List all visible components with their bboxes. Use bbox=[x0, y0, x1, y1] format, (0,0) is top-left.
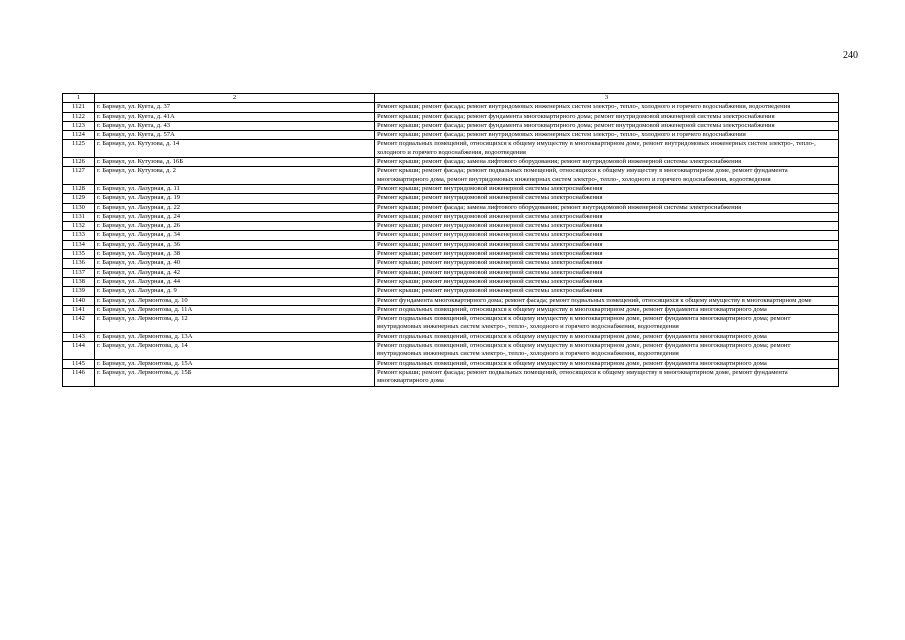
table-row bbox=[63, 194, 839, 203]
table-row bbox=[63, 158, 839, 167]
row-works: Ремонт подвальных помещений, относящихся к общему имуществу в многоквартирном доме, ремонт фундамента многоквартирного дома bbox=[375, 359, 839, 368]
row-works: Ремонт подвальных помещений, относящихся к общему имуществу в многоквартирном доме, ремонт внутридомовых инженерных систем электро-, тепло-, холодного и горячего водоснабжения, водоотведения bbox=[375, 140, 839, 158]
header-row bbox=[63, 94, 839, 103]
table-row bbox=[63, 287, 839, 296]
row-number: 1122 bbox=[63, 112, 95, 121]
row-address: г. Барнаул, ул. Лермонтова, д. 12 bbox=[95, 315, 375, 333]
table-row bbox=[63, 268, 839, 277]
row-address: г. Барнаул, ул. Лазурная, д. 26 bbox=[95, 222, 375, 231]
row-address: г. Барнаул, ул. Лазурная, д. 22 bbox=[95, 203, 375, 212]
table-row bbox=[63, 121, 839, 130]
row-works: Ремонт подвальных помещений, относящихся к общему имуществу в многоквартирном доме, ремонт фундамента многоквартирного дома bbox=[375, 305, 839, 314]
row-address: г. Барнаул, ул. Куета, д. 57А bbox=[95, 131, 375, 140]
header-col-address: 2 bbox=[95, 94, 375, 103]
row-number: 1121 bbox=[63, 103, 95, 112]
table-row bbox=[63, 131, 839, 140]
row-works: Ремонт подвальных помещений, относящихся к общему имуществу в многоквартирном доме, ремонт фундамента многоквартирного дома bbox=[375, 332, 839, 341]
table-row bbox=[63, 259, 839, 268]
row-address: г. Барнаул, ул. Лазурная, д. 24 bbox=[95, 212, 375, 221]
row-number: 1136 bbox=[63, 259, 95, 268]
row-number: 1139 bbox=[63, 287, 95, 296]
row-address: г. Барнаул, ул. Лермонтова, д. 11А bbox=[95, 305, 375, 314]
row-address: г. Барнаул, ул. Кутузова, д. 16Б bbox=[95, 158, 375, 167]
row-works: Ремонт крыши; ремонт внутридомовой инженерной системы электроснабжения bbox=[375, 277, 839, 286]
page-number: 240 bbox=[843, 50, 858, 61]
row-address: г. Барнаул, ул. Лермонтова, д. 13А bbox=[95, 332, 375, 341]
row-works: Ремонт крыши; ремонт внутридомовой инженерной системы электроснабжения bbox=[375, 231, 839, 240]
row-address: г. Барнаул, ул. Лазурная, д. 34 bbox=[95, 231, 375, 240]
row-number: 1128 bbox=[63, 184, 95, 193]
table-row bbox=[63, 112, 839, 121]
row-number: 1127 bbox=[63, 167, 95, 185]
header-col-works: 3 bbox=[375, 94, 839, 103]
row-address: г. Барнаул, ул. Лазурная, д. 19 bbox=[95, 194, 375, 203]
row-number: 1138 bbox=[63, 277, 95, 286]
table-row bbox=[63, 167, 839, 185]
table-row bbox=[63, 359, 839, 368]
row-works: Ремонт подвальных помещений, относящихся к общему имуществу в многоквартирном доме, ремонт фундамента многоквартирного дома; ремонт внутридомовых инженерных систем электро-, тепло-, холодного и горячего водоснабжения, водоотведения bbox=[375, 315, 839, 333]
table-row bbox=[63, 315, 839, 333]
table-row bbox=[63, 231, 839, 240]
row-number: 1142 bbox=[63, 315, 95, 333]
row-number: 1137 bbox=[63, 268, 95, 277]
row-works: Ремонт крыши; ремонт фасада; замена лифтового оборудования; ремонт внутридомовой инженерной системы электроснабжения bbox=[375, 158, 839, 167]
row-number: 1135 bbox=[63, 250, 95, 259]
row-address: г. Барнаул, ул. Лазурная, д. 42 bbox=[95, 268, 375, 277]
row-works: Ремонт крыши; ремонт внутридомовой инженерной системы электроснабжения bbox=[375, 240, 839, 249]
row-number: 1126 bbox=[63, 158, 95, 167]
row-address: г. Барнаул, ул. Кутузова, д. 2 bbox=[95, 167, 375, 185]
repair-registry-table bbox=[62, 93, 839, 387]
table-row bbox=[63, 203, 839, 212]
row-works: Ремонт крыши; ремонт фасада; ремонт фундамента многоквартирного дома; ремонт внутридомовой инженерной системы электроснабжения bbox=[375, 121, 839, 130]
row-number: 1123 bbox=[63, 121, 95, 130]
table-row bbox=[63, 305, 839, 314]
row-works: Ремонт крыши; ремонт внутридомовой инженерной системы электроснабжения bbox=[375, 250, 839, 259]
row-works: Ремонт крыши; ремонт фасада; ремонт фундамента многоквартирного дома; ремонт внутридомовой инженерной системы электроснабжения bbox=[375, 112, 839, 121]
row-works: Ремонт крыши; ремонт фасада; ремонт внутридомовых инженерных систем электро-, тепло-, холодного и горячего водоснабжения bbox=[375, 131, 839, 140]
row-works: Ремонт крыши; ремонт внутридомовой инженерной системы электроснабжения bbox=[375, 212, 839, 221]
row-works: Ремонт фундамента многоквартирного дома; ремонт фасада; ремонт подвальных помещений, относящихся к общему имуществу в многоквартирном доме bbox=[375, 296, 839, 305]
table-row bbox=[63, 184, 839, 193]
row-address: г. Барнаул, ул. Лазурная, д. 38 bbox=[95, 250, 375, 259]
table-row bbox=[63, 277, 839, 286]
row-works: Ремонт крыши; ремонт фасада; ремонт внутридомовых инженерных систем электро-, тепло-, холодного и горячего водоснабжения, водоотведения bbox=[375, 103, 839, 112]
table-row bbox=[63, 250, 839, 259]
row-address: г. Барнаул, ул. Лермонтова, д. 14 bbox=[95, 342, 375, 360]
table-row bbox=[63, 212, 839, 221]
row-address: г. Барнаул, ул. Лермонтова, д. 15А bbox=[95, 359, 375, 368]
row-works: Ремонт крыши; ремонт фасада; замена лифтового оборудования; ремонт внутридомовой инженерной системы электроснабжения bbox=[375, 203, 839, 212]
row-number: 1125 bbox=[63, 140, 95, 158]
table-row bbox=[63, 240, 839, 249]
row-number: 1146 bbox=[63, 368, 95, 386]
table-row bbox=[63, 103, 839, 112]
row-number: 1133 bbox=[63, 231, 95, 240]
row-works: Ремонт крыши; ремонт внутридомовой инженерной системы электроснабжения bbox=[375, 194, 839, 203]
table-row bbox=[63, 296, 839, 305]
row-address: г. Барнаул, ул. Куета, д. 43 bbox=[95, 121, 375, 130]
row-works: Ремонт крыши; ремонт внутридомовой инженерной системы электроснабжения bbox=[375, 222, 839, 231]
row-number: 1140 bbox=[63, 296, 95, 305]
table-row bbox=[63, 222, 839, 231]
row-address: г. Барнаул, ул. Лермонтова, д. 10 bbox=[95, 296, 375, 305]
row-address: г. Барнаул, ул. Лазурная, д. 9 bbox=[95, 287, 375, 296]
row-address: г. Барнаул, ул. Куета, д. 41А bbox=[95, 112, 375, 121]
table-row bbox=[63, 342, 839, 360]
header-col-number: 1 bbox=[63, 94, 95, 103]
row-number: 1144 bbox=[63, 342, 95, 360]
row-works: Ремонт крыши; ремонт внутридомовой инженерной системы электроснабжения bbox=[375, 287, 839, 296]
row-address: г. Барнаул, ул. Лазурная, д. 11 bbox=[95, 184, 375, 193]
row-number: 1131 bbox=[63, 212, 95, 221]
row-number: 1129 bbox=[63, 194, 95, 203]
row-number: 1130 bbox=[63, 203, 95, 212]
row-works: Ремонт крыши; ремонт внутридомовой инженерной системы электроснабжения bbox=[375, 184, 839, 193]
row-address: г. Барнаул, ул. Лермонтова, д. 15Б bbox=[95, 368, 375, 386]
table-body bbox=[63, 103, 839, 386]
row-number: 1143 bbox=[63, 332, 95, 341]
row-address: г. Барнаул, ул. Лазурная, д. 36 bbox=[95, 240, 375, 249]
row-address: г. Барнаул, ул. Лазурная, д. 44 bbox=[95, 277, 375, 286]
row-works: Ремонт крыши; ремонт фасада; ремонт подвальных помещений, относящихся к общему имуществу в многоквартирном доме, ремонт фундамента многоквартирного дома bbox=[375, 368, 839, 386]
table-row bbox=[63, 332, 839, 341]
row-number: 1145 bbox=[63, 359, 95, 368]
row-works: Ремонт подвальных помещений, относящихся к общему имуществу в многоквартирном доме, ремонт фундамента многоквартирного дома; ремонт внутридомовых инженерных систем электро-, тепло-, холодного и горячего водоснабжения, водоотведения bbox=[375, 342, 839, 360]
row-works: Ремонт крыши; ремонт внутридомовой инженерной системы электроснабжения bbox=[375, 268, 839, 277]
row-works: Ремонт крыши; ремонт фасада; ремонт подвальных помещений, относящихся к общему имуществу в многоквартирном доме, ремонт фундамента многоквартирного дома, ремонт внутридомовых инженерных систем электро-, тепло-, холодного и горячего водоснабжения, водоотведения bbox=[375, 167, 839, 185]
row-address: г. Барнаул, ул. Лазурная, д. 40 bbox=[95, 259, 375, 268]
row-works: Ремонт крыши; ремонт внутридомовой инженерной системы электроснабжения bbox=[375, 259, 839, 268]
row-number: 1132 bbox=[63, 222, 95, 231]
table-row bbox=[63, 140, 839, 158]
row-number: 1141 bbox=[63, 305, 95, 314]
row-address: г. Барнаул, ул. Куета, д. 37 bbox=[95, 103, 375, 112]
row-number: 1124 bbox=[63, 131, 95, 140]
row-address: г. Барнаул, ул. Кутузова, д. 14 bbox=[95, 140, 375, 158]
table-row bbox=[63, 368, 839, 386]
row-number: 1134 bbox=[63, 240, 95, 249]
